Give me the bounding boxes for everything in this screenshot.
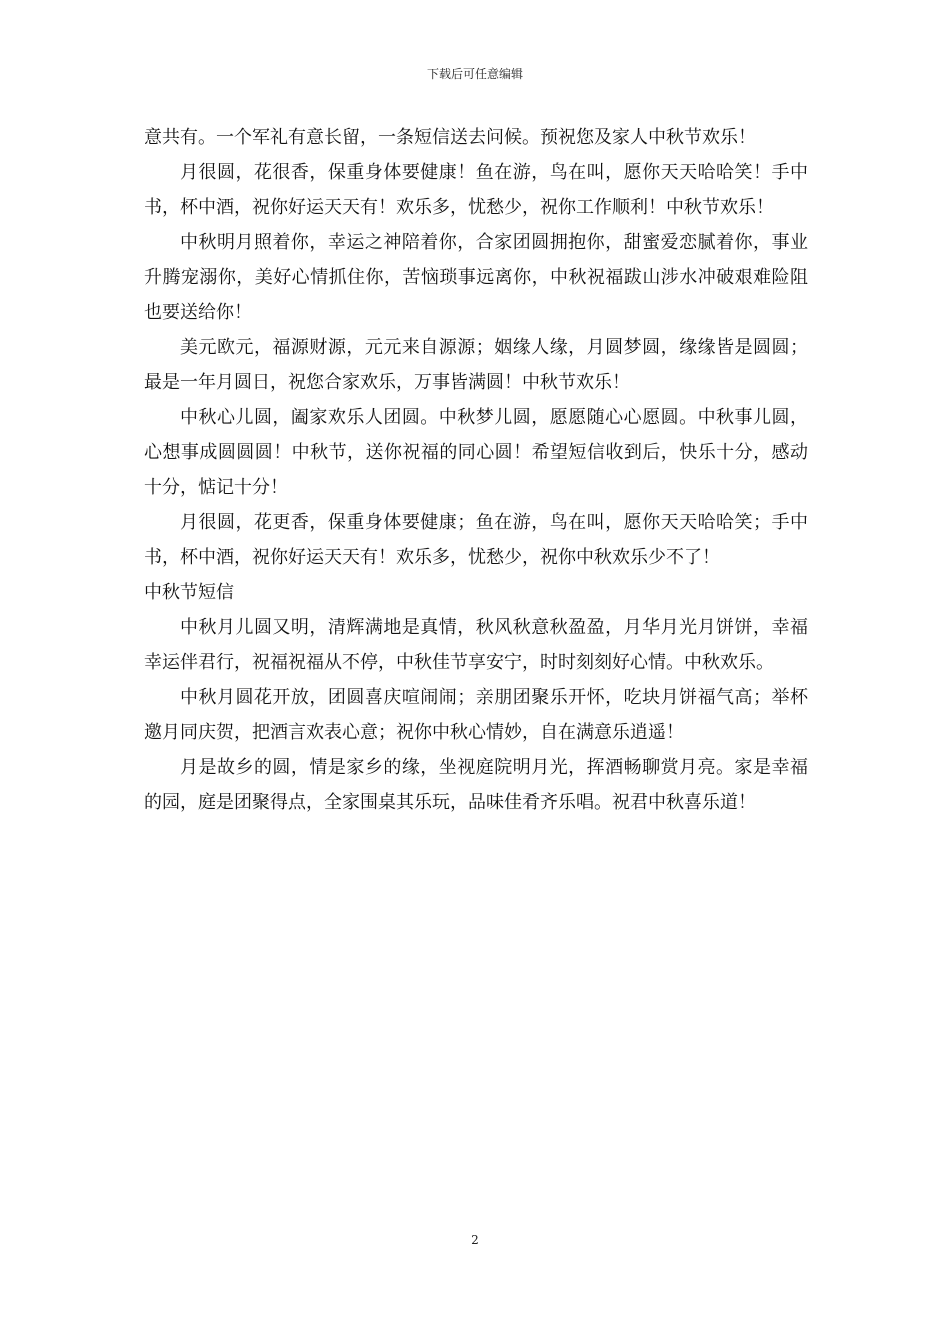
paragraph: 美元欧元，福源财源，元元来自源源；姻缘人缘，月圆梦圆，缘缘皆是圆圆；最是一年月圆日，祝您合家欢乐，万事皆满圆！中秋节欢乐！ — [144, 337, 808, 393]
paragraph: 中秋明月照着你，幸运之神陪着你，合家团圆拥抱你，甜蜜爱恋腻着你，事业升腾宠溺你，美好心情抓住你，苦恼琐事远离你，中秋祝福跋山涉水冲破艰难险阻也要送给你！ — [144, 232, 808, 323]
page-header: 下载后可任意编辑 — [426, 67, 523, 81]
paragraph: 中秋心儿圆，阖家欢乐人团圆。中秋梦儿圆，愿愿随心心愿圆。中秋事儿圆，心想事成圆圆圆！中秋节，送你祝福的同心圆！希望短信收到后，快乐十分，感动十分，惦记十分！ — [144, 407, 808, 498]
paragraph: 中秋月圆花开放，团圆喜庆喧闹闹；亲朋团聚乐开怀，吃块月饼福气高；举杯邀月同庆贺，把酒言欢表心意；祝你中秋心情妙，自在满意乐逍遥！ — [144, 687, 808, 743]
paragraph: 月很圆，花很香，保重身体要健康！鱼在游，鸟在叫，愿你天天哈哈笑！手中书，杯中酒，祝你好运天天有！欢乐多，忧愁少，祝你工作顺利！中秋节欢乐！ — [144, 162, 808, 218]
section-heading: 中秋节短信 — [144, 582, 234, 603]
paragraph: 中秋月儿圆又明，清辉满地是真情，秋风秋意秋盈盈，月华月光月饼饼，幸福幸运伴君行，祝福祝福从不停，中秋佳节享安宁，时时刻刻好心情。中秋欢乐。 — [144, 617, 808, 673]
paragraph: 月很圆，花更香，保重身体要健康；鱼在游，鸟在叫，愿你天天哈哈笑；手中书，杯中酒，祝你好运天天有！欢乐多，忧愁少，祝你中秋欢乐少不了！ — [144, 512, 808, 568]
paragraph: 意共有。一个军礼有意长留，一条短信送去问候。预祝您及家人中秋节欢乐！ — [144, 127, 756, 148]
document-body — [144, 120, 808, 820]
page-number: 2 — [471, 1233, 479, 1247]
paragraph: 月是故乡的圆，情是家乡的缘，坐视庭院明月光，挥酒畅聊赏月亮。家是幸福的园，庭是团聚得点，全家围桌其乐玩，品味佳肴齐乐唱。祝君中秋喜乐道！ — [144, 757, 808, 813]
